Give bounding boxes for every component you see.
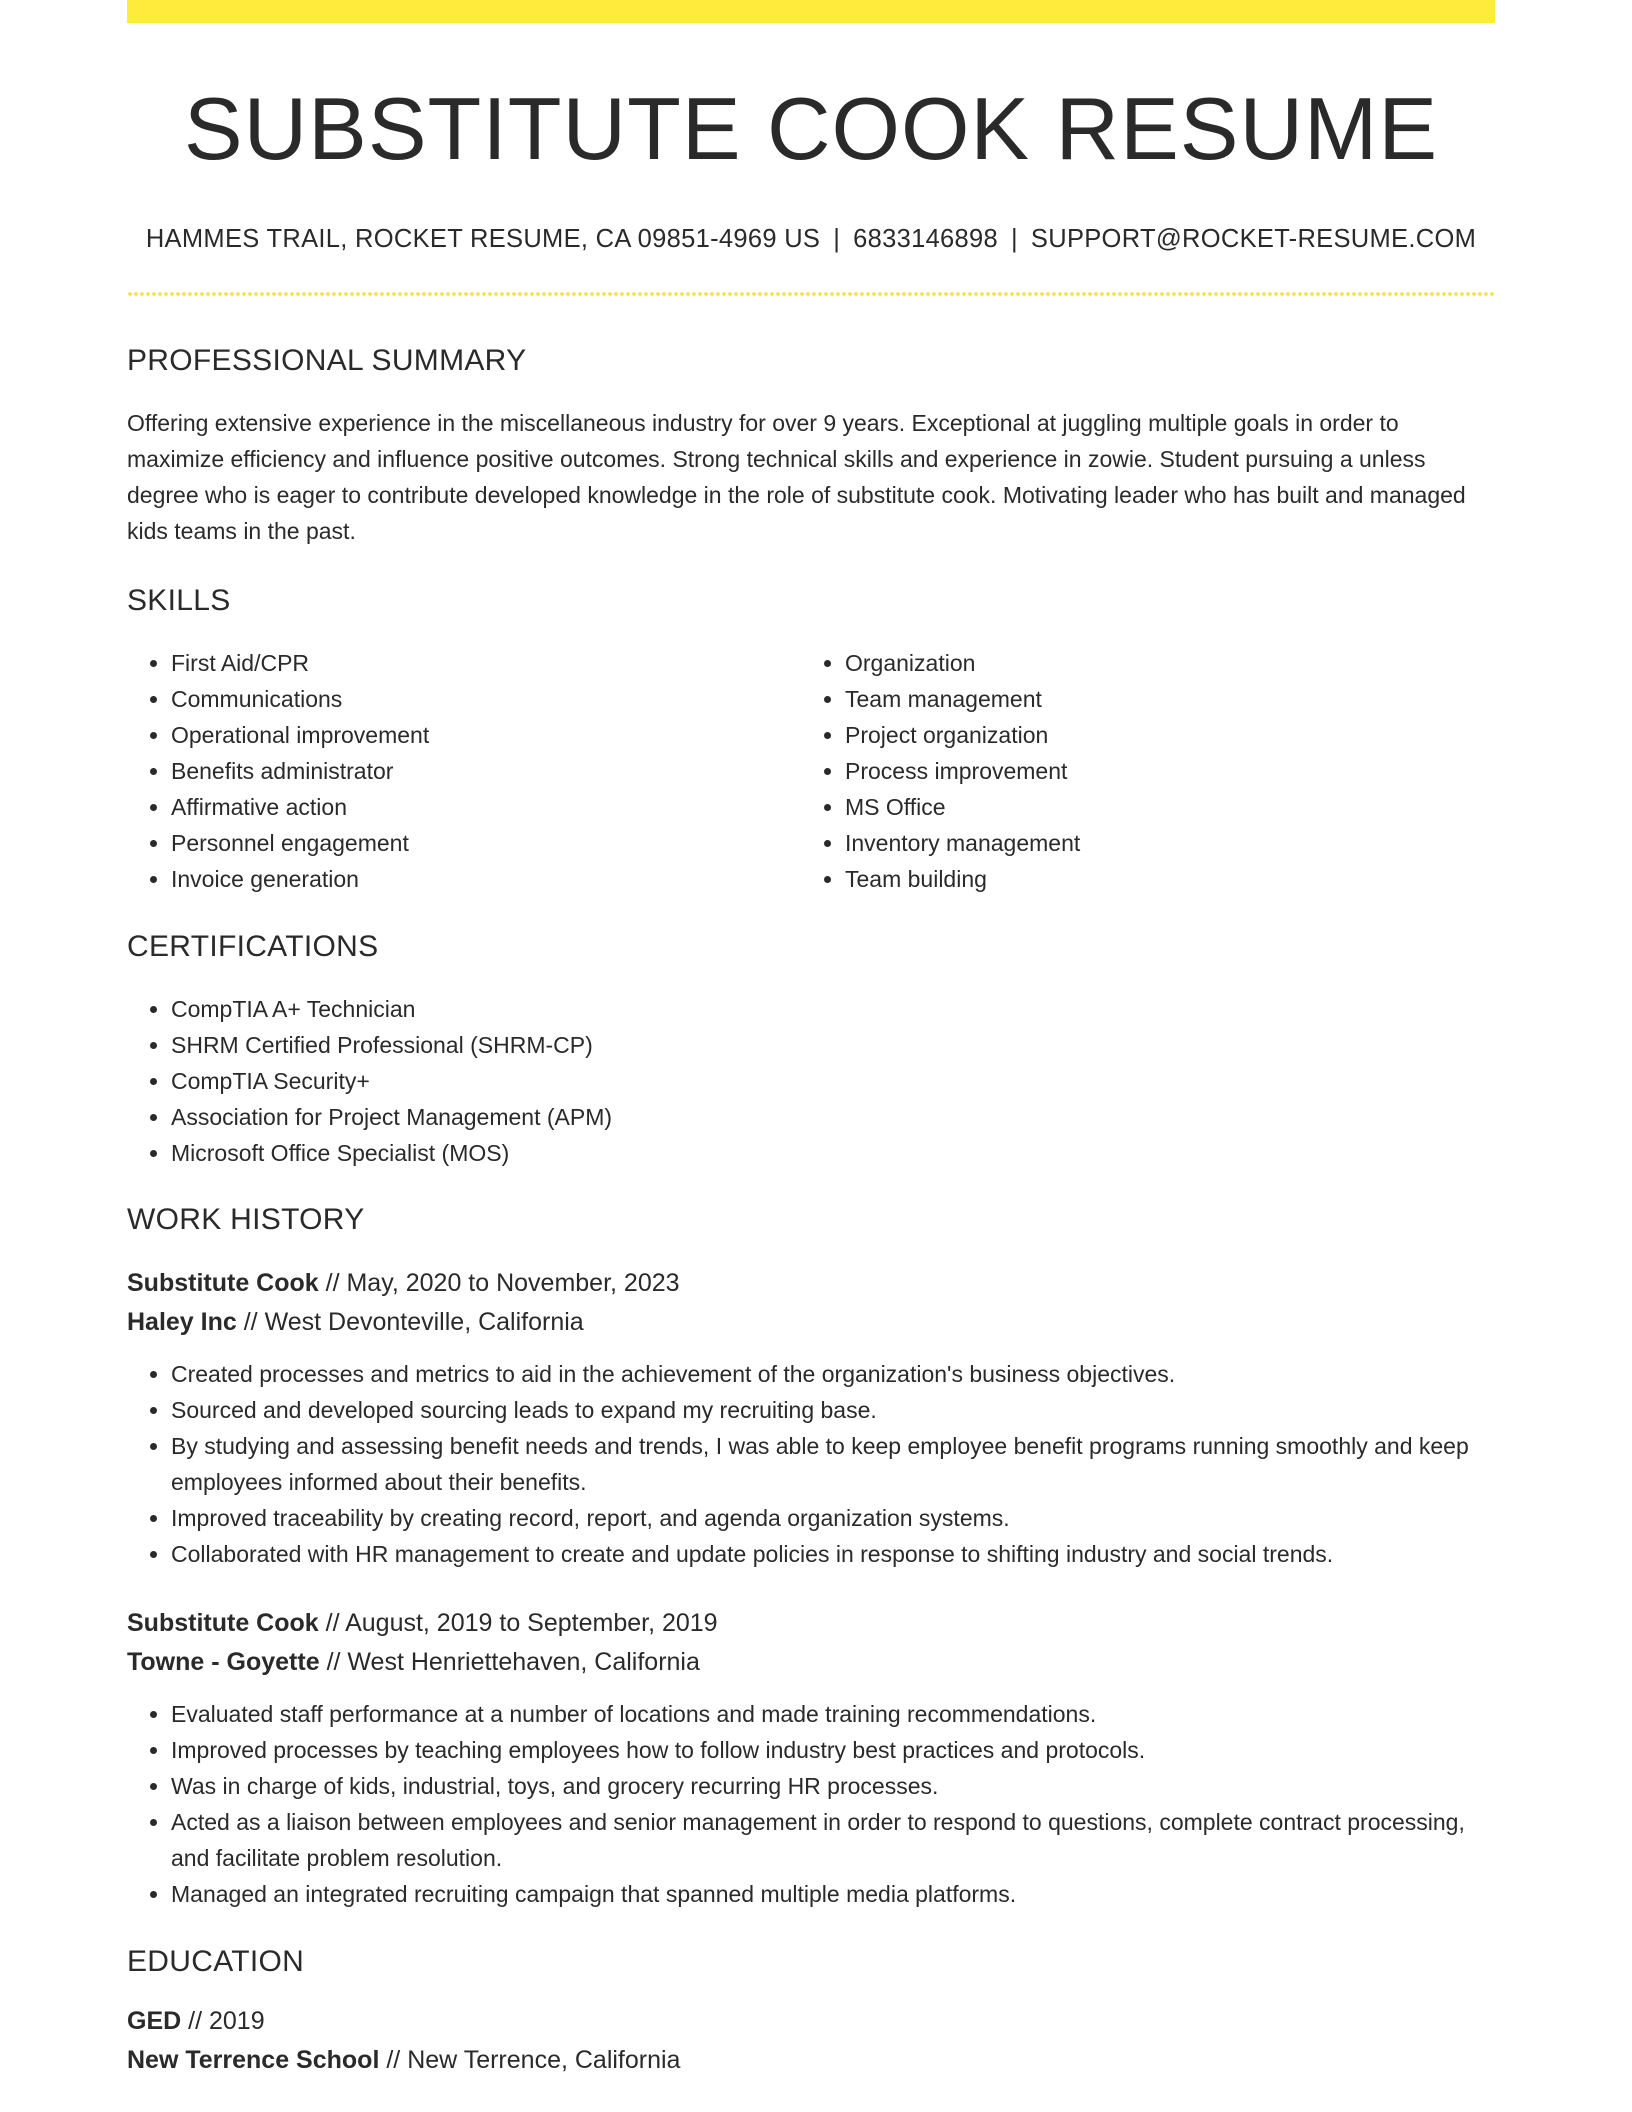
job-bullet: • Managed an integrated recruiting campaign that spanned multiple media platforms.: [171, 1876, 1495, 1912]
certification-item: • Microsoft Office Specialist (MOS): [171, 1135, 1495, 1171]
certification-item: • SHRM Certified Professional (SHRM-CP): [171, 1027, 1495, 1063]
job-title: Substitute Cook: [127, 1608, 319, 1637]
job-bullet: • Improved processes by teaching employees how to follow industry best practices and protocols.: [171, 1732, 1495, 1768]
education-school-line: [127, 2041, 1495, 2080]
summary-section: [127, 343, 1495, 549]
accent-bar: [127, 0, 1495, 23]
section-heading: EDUCATION: [127, 1944, 305, 1978]
resume-title: SUBSTITUTE COOK RESUME: [183, 79, 1439, 178]
job-bullet: • Created processes and metrics to aid in the achievement of the organization's business objectives.: [171, 1356, 1495, 1392]
job-bullet: • By studying and assessing benefit needs and trends, I was able to keep employee benefit programs running smoothly and keep employees informed about their benefits.: [171, 1428, 1495, 1500]
job-bullet: • Improved traceability by creating record, report, and agenda organization systems.: [171, 1500, 1495, 1536]
job-location: // West Devonteville, California: [243, 1307, 584, 1336]
job-dates: // May, 2020 to November, 2023: [325, 1268, 680, 1297]
contact-email: SUPPORT@ROCKET-RESUME.COM: [1030, 225, 1477, 253]
job-title-line: [127, 1604, 1495, 1643]
skill-item: • Team building: [845, 861, 1495, 897]
contact-line: [127, 227, 1495, 253]
contact-address: HAMMES TRAIL, ROCKET RESUME, CA 09851-4969 US: [145, 225, 821, 253]
education-school: New Terrence School: [127, 2045, 380, 2074]
skills-list-left: [127, 645, 801, 897]
skill-item: • Process improvement: [845, 753, 1495, 789]
education-entry: [127, 2002, 1495, 2080]
skill-item: • Affirmative action: [171, 789, 801, 825]
contact-separator: |: [1010, 225, 1018, 253]
job-bullet: • Evaluated staff performance at a number of locations and made training recommendations.: [171, 1696, 1495, 1732]
job-entry: [127, 1264, 1495, 1572]
job-bullets: [127, 1356, 1495, 1572]
work-history-section: [127, 1202, 1495, 1912]
education-degree-line: [127, 2002, 1495, 2041]
skill-item: • Operational improvement: [171, 717, 801, 753]
job-company-line: [127, 1303, 1495, 1342]
skill-item: • Organization: [845, 645, 1495, 681]
education-year: // 2019: [188, 2006, 265, 2035]
job-bullet: • Acted as a liaison between employees and senior management in order to respond to questions, complete contract processing, and facilitate problem resolution.: [171, 1804, 1495, 1876]
skill-item: • Project organization: [845, 717, 1495, 753]
job-bullets: [127, 1696, 1495, 1912]
job-bullet: • Was in charge of kids, industrial, toys, and grocery recurring HR processes.: [171, 1768, 1495, 1804]
job-dates: // August, 2019 to September, 2019: [325, 1608, 718, 1637]
section-heading: SKILLS: [127, 583, 231, 617]
job-title: Substitute Cook: [127, 1268, 319, 1297]
certifications-list: [127, 991, 1495, 1171]
contact-phone: 6833146898: [853, 225, 998, 253]
job-company: Haley Inc: [127, 1307, 237, 1336]
job-company: Towne - Goyette: [127, 1647, 320, 1676]
certification-item: • CompTIA A+ Technician: [171, 991, 1495, 1027]
skill-item: • Inventory management: [845, 825, 1495, 861]
job-company-line: [127, 1643, 1495, 1682]
skill-item: • Team management: [845, 681, 1495, 717]
resume-page: [127, 0, 1495, 2080]
education-section: [127, 1944, 1495, 2080]
skills-columns: [127, 645, 1495, 897]
job-bullet: • Sourced and developed sourcing leads to expand my recruiting base.: [171, 1392, 1495, 1428]
section-heading: CERTIFICATIONS: [127, 929, 379, 963]
job-title-line: [127, 1264, 1495, 1303]
job-bullet: • Collaborated with HR management to create and update policies in response to shifting industry and social trends.: [171, 1536, 1495, 1572]
education-degree: GED: [127, 2006, 182, 2035]
education-location: // New Terrence, California: [386, 2045, 681, 2074]
job-location: // West Henriettehaven, California: [326, 1647, 700, 1676]
skills-section: [127, 583, 1495, 897]
section-heading: WORK HISTORY: [127, 1202, 365, 1236]
certifications-section: [127, 929, 1495, 1171]
skills-list-right: [801, 645, 1495, 897]
skill-item: • MS Office: [845, 789, 1495, 825]
summary-text: Offering extensive experience in the miscellaneous industry for over 9 years. Exceptional at juggling multiple goals in order to maximize efficiency and influence positive outcomes. Strong technical skills and experience in zowie. Student pursuing a unless degree who is eager to contribute developed knowledge in the role of substitute cook. Motivating leader who has built and managed kids teams in the past.: [127, 409, 1466, 544]
job-entry: [127, 1604, 1495, 1912]
skill-item: • Communications: [171, 681, 801, 717]
skill-item: • First Aid/CPR: [171, 645, 801, 681]
section-heading: PROFESSIONAL SUMMARY: [127, 343, 527, 377]
dotted-divider: [127, 292, 1495, 296]
skill-item: • Invoice generation: [171, 861, 801, 897]
contact-separator: |: [833, 225, 841, 253]
certification-item: • CompTIA Security+: [171, 1063, 1495, 1099]
certification-item: • Association for Project Management (APM): [171, 1099, 1495, 1135]
skill-item: • Benefits administrator: [171, 753, 801, 789]
skill-item: • Personnel engagement: [171, 825, 801, 861]
